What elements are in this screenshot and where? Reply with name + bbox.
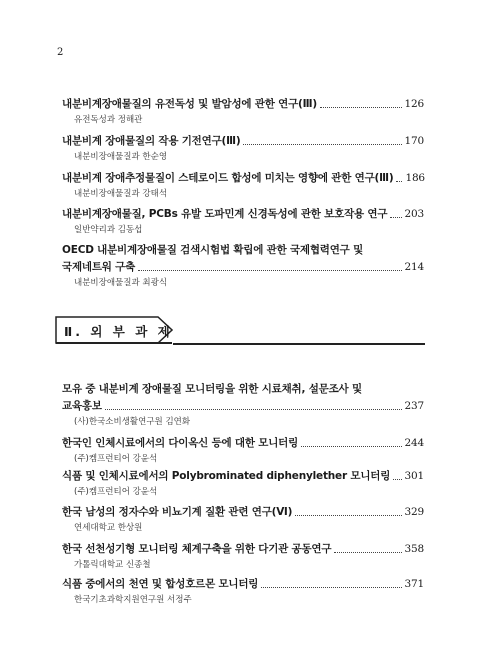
toc-entry[interactable] (62, 382, 424, 428)
toc-entry-author: 한국기초과학지원연구원 서정주 (74, 595, 192, 605)
toc-entry[interactable] (62, 207, 424, 236)
toc-entry-author: 연세대학교 한상원 (74, 523, 143, 533)
section-divider (173, 343, 425, 345)
toc-entry-title: 식품 중에서의 천연 및 합성호르몬 모니터링 (62, 578, 259, 590)
toc-entry-title: 내분비계 장애물질의 작용 기전연구(Ⅲ) (62, 135, 241, 147)
dot-leader (105, 409, 402, 410)
dot-leader (261, 587, 401, 588)
toc-entry-author: 가톨릭대학교 신종철 (74, 560, 151, 570)
toc-entry[interactable] (62, 134, 424, 163)
dot-leader (396, 181, 402, 182)
toc-entry-page: 329 (404, 506, 424, 518)
toc-entry-author: (주)켐프런티어 강윤석 (74, 487, 158, 497)
dot-leader (390, 217, 401, 218)
toc-entry-page: 214 (404, 261, 424, 273)
toc-entry-author: 내분비장애물질과 최광식 (74, 278, 168, 288)
toc-entry-title-line1: OECD 내분비계장애물질 검색시험법 확립에 관한 국제협력연구 및 (62, 244, 364, 256)
toc-entry[interactable] (62, 577, 424, 606)
toc-entry-title: 내분비계장애물질의 유전독성 및 발암성에 관한 연구(Ⅲ) (62, 98, 317, 110)
toc-entry-title-line1: 모유 중 내분비계 장애물질 모니터링을 위한 시료채취, 설문조사 및 (62, 383, 362, 395)
toc-entry-author: 일반약리과 김동섭 (74, 225, 143, 235)
toc-entry-author: (주)켐프런티어 강윤석 (74, 454, 158, 464)
toc-entry-author: 유전독성과 정해관 (74, 115, 143, 125)
toc-entry-author: 내분비장애물질과 한순영 (74, 152, 168, 162)
toc-entry[interactable] (62, 542, 424, 571)
dot-leader (243, 144, 401, 145)
toc-entry-title: 내분비계 장애추정물질이 스테로이드 합성에 미치는 영향에 관한 연구(Ⅲ) (62, 172, 394, 184)
dot-leader (295, 515, 401, 516)
page-number: 2 (57, 47, 64, 58)
toc-entry-title: 한국 남성의 정자수와 비뇨기계 질환 관련 연구(Ⅵ) (62, 506, 293, 518)
toc-entry-page: 301 (404, 470, 424, 482)
toc-entry-page: 371 (404, 578, 424, 590)
toc-entry-title: 교육홍보 (62, 400, 102, 412)
toc-entry-page: 126 (404, 98, 424, 110)
toc-entry-title: 식품 및 인체시료에서의 Polybrominated diphenylether 모니터링 (62, 470, 391, 482)
toc-entry-page: 237 (404, 400, 424, 412)
dot-leader (320, 107, 402, 108)
toc-entry-title: 국제네트워 구축 (62, 261, 136, 273)
toc-entry-page: 203 (404, 208, 424, 220)
dot-leader (393, 479, 401, 480)
toc-entry[interactable] (62, 505, 424, 534)
toc-entry-page: 170 (404, 135, 424, 147)
toc-entry[interactable] (62, 243, 424, 289)
toc-entry-page: 244 (404, 437, 424, 449)
toc-entry-author: 내분비장애물질과 강태석 (74, 189, 168, 199)
toc-entry[interactable] (62, 171, 424, 200)
toc-entry[interactable] (62, 436, 424, 465)
toc-entry-author: (사)한국소비생활연구원 김연화 (74, 417, 191, 427)
dot-leader (138, 270, 401, 271)
section-header (55, 316, 173, 344)
toc-entry[interactable] (62, 97, 424, 126)
dot-leader (301, 446, 402, 447)
toc-entry-title: 한국인 인체시료에서의 다이옥신 등에 대한 모니터링 (62, 437, 299, 449)
toc-entry-page: 358 (404, 543, 424, 555)
dot-leader (334, 552, 401, 553)
section-title: Ⅱ. 외 부 과 제 (64, 324, 173, 339)
toc-entry-title: 내분비계장애물질, PCBs 유발 도파민계 신경독성에 관한 보호작용 연구 (62, 208, 388, 220)
toc-entry-title: 한국 선천성기형 모니터링 체계구축을 위한 다기관 공동연구 (62, 543, 332, 555)
toc-entry-page: 186 (405, 172, 425, 184)
toc-entry[interactable] (62, 469, 424, 498)
